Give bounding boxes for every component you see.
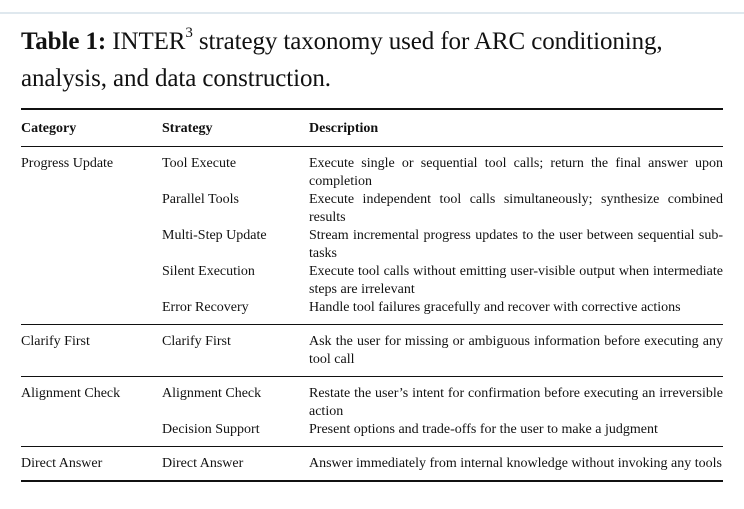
category-cell-empty — [21, 227, 162, 263]
strategy-cell: Decision Support — [162, 422, 260, 437]
table-row — [21, 421, 723, 447]
table-row — [21, 147, 723, 192]
strategy-cell: Silent Execution — [162, 264, 255, 279]
caption-label: Table 1: — [21, 28, 107, 55]
description-cell: Stream incremental progress updates to the user between sequential sub-tasks — [309, 228, 723, 261]
strategy-cell: Direct Answer — [162, 456, 244, 471]
caption-title-rest: strategy taxonomy used for ARC conditioning, analysis, and data construction. — [21, 28, 663, 92]
table-row — [21, 299, 723, 325]
header-description: Description — [309, 109, 723, 147]
table-row — [21, 227, 723, 263]
category-cell: Clarify First — [21, 334, 90, 349]
table-header — [21, 109, 723, 147]
description-cell: Restate the user’s intent for confirmation before executing an irreversible action — [309, 386, 723, 419]
table-row — [21, 263, 723, 299]
table-caption — [21, 23, 733, 97]
description-cell: Present options and trade-offs for the user to make a judgment — [309, 422, 658, 437]
group-progress-update — [21, 147, 723, 325]
header-category: Category — [21, 109, 162, 147]
description-cell: Handle tool failures gracefully and recover with corrective actions — [309, 300, 681, 315]
caption-title-prefix: INTER — [112, 28, 186, 55]
table-row — [21, 191, 723, 227]
strategy-table-container — [21, 108, 723, 482]
description-cell: Ask the user for missing or ambiguous information before executing any tool call — [309, 334, 723, 367]
header-row — [21, 109, 723, 147]
category-cell-empty — [21, 421, 162, 447]
caption-superscript: 3 — [185, 24, 193, 41]
strategy-cell: Clarify First — [162, 334, 231, 349]
table-row — [21, 325, 723, 377]
table-row — [21, 377, 723, 422]
top-divider — [0, 12, 744, 14]
category-cell-empty — [21, 191, 162, 227]
strategy-cell: Alignment Check — [162, 386, 262, 401]
category-cell: Direct Answer — [21, 456, 103, 471]
strategy-cell: Tool Execute — [162, 156, 237, 171]
description-cell: Answer immediately from internal knowledge without invoking any tools — [309, 456, 722, 471]
strategy-cell: Multi-Step Update — [162, 228, 267, 243]
description-cell: Execute independent tool calls simultaneously; synthesize combined results — [309, 192, 723, 225]
group-clarify-first — [21, 325, 723, 377]
group-alignment-check — [21, 377, 723, 447]
strategy-taxonomy-table — [21, 108, 723, 482]
header-strategy: Strategy — [162, 109, 309, 147]
category-cell-empty — [21, 263, 162, 299]
description-cell: Execute single or sequential tool calls; return the final answer upon completion — [309, 156, 723, 189]
strategy-cell: Parallel Tools — [162, 192, 239, 207]
category-cell: Alignment Check — [21, 386, 121, 401]
group-direct-answer — [21, 447, 723, 482]
table-row — [21, 447, 723, 482]
category-cell: Progress Update — [21, 156, 114, 171]
description-cell: Execute tool calls without emitting user-visible output when intermediate steps are irrelevant — [309, 264, 723, 297]
strategy-cell: Error Recovery — [162, 300, 249, 315]
category-cell-empty — [21, 299, 162, 325]
